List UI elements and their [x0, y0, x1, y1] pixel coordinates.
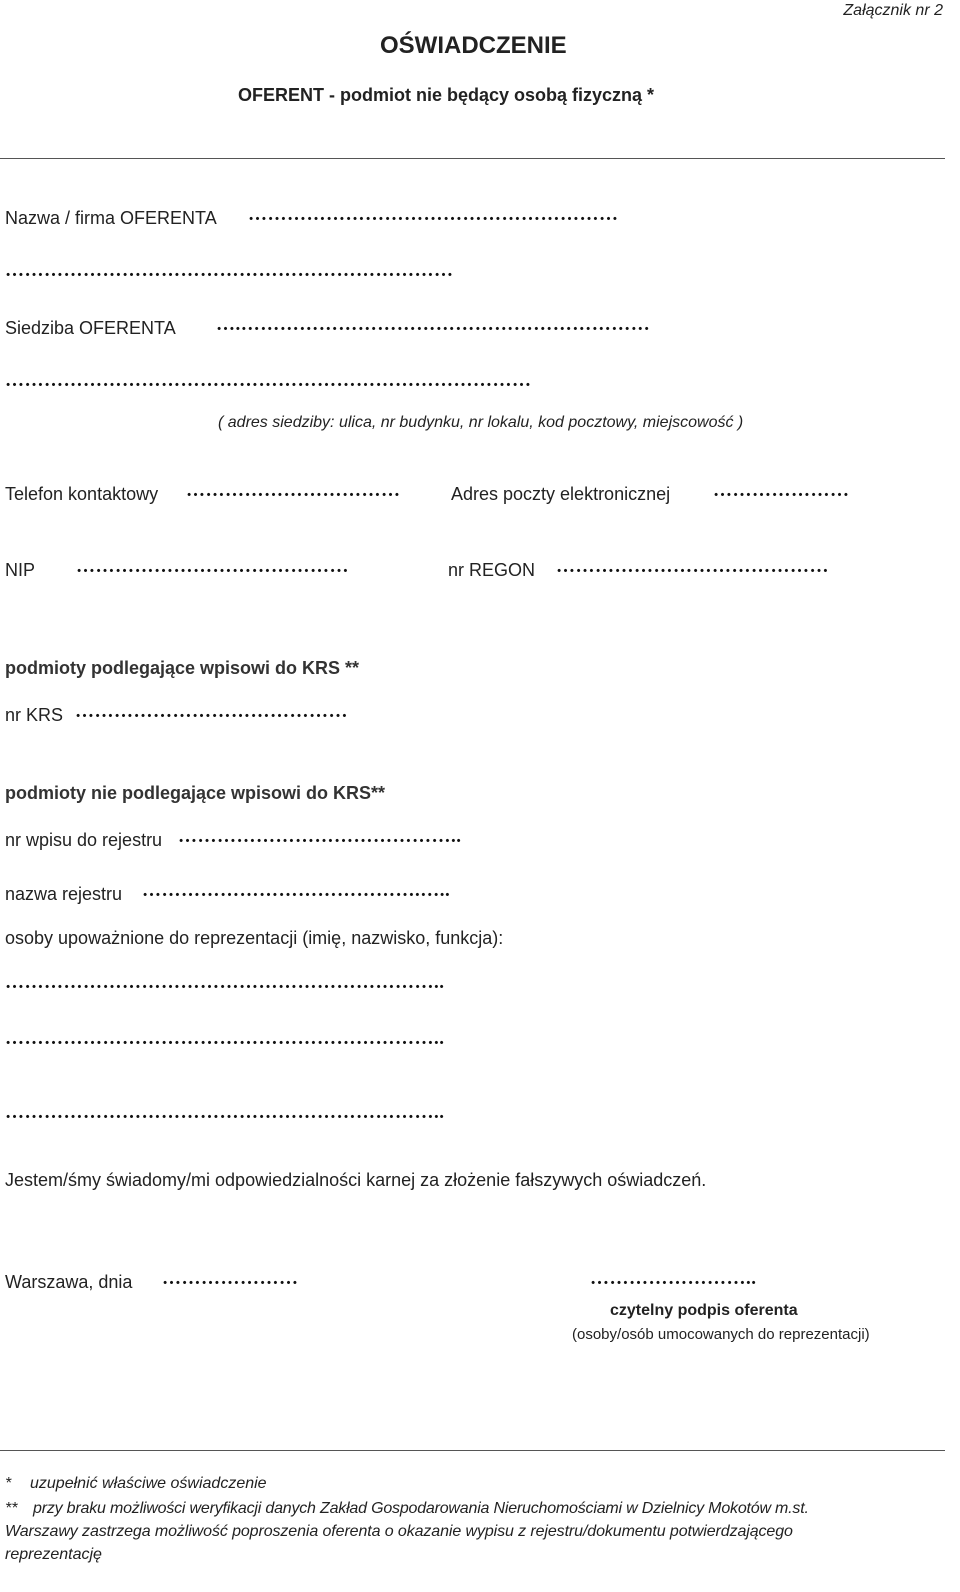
- nip-label: NIP: [5, 560, 36, 580]
- osoby-label: osoby upoważnione do reprezentacji (imię, nazwisko, funkcja):: [5, 928, 504, 948]
- siedziba-field-line-2[interactable]: ………………………………………………………………………: [5, 370, 532, 391]
- footnote-2-cont-1: Warszawy zastrzega możliwość poproszenia oferenta o okazanie wypisu z rejestru/dokumentu potwierdzającego: [5, 1523, 793, 1540]
- document-title: OŚWIADCZENIE: [380, 32, 567, 59]
- regon-label: nr REGON: [448, 560, 536, 580]
- rejestr-nazwa-field[interactable]: …………………………………….…..: [142, 880, 451, 901]
- siedziba-field-line-1[interactable]: ….………………………………………………………: [216, 314, 651, 335]
- email-field[interactable]: …………………: [713, 480, 850, 501]
- nazwa-label: Nazwa / firma OFERENTA: [5, 208, 217, 228]
- place-date-label: Warszawa, dnia: [5, 1272, 133, 1292]
- date-field[interactable]: …………………: [162, 1268, 299, 1289]
- nazwa-field-line-2[interactable]: ……………………………………………………………: [5, 260, 454, 281]
- rejestr-nr-label: nr wpisu do rejestru: [5, 830, 163, 850]
- footnote-2-cont-2: reprezentację: [5, 1546, 102, 1563]
- osoby-field-line-2[interactable]: …………………………………………………………..: [5, 1028, 445, 1049]
- non-krs-heading: podmioty nie podlegające wpisowi do KRS**: [5, 783, 386, 803]
- nip-field[interactable]: ……………………………………: [76, 556, 349, 577]
- osoby-field-line-1[interactable]: …………………………………………………………..: [5, 972, 445, 993]
- footnote-1-marker: *: [5, 1475, 12, 1492]
- krs-nr-label: nr KRS: [5, 705, 64, 725]
- nazwa-field-line-1[interactable]: …………………………………………………: [248, 204, 619, 225]
- footnote-1-text: uzupełnić właściwe oświadczenie: [30, 1475, 267, 1492]
- annex-label: Załącznik nr 2: [843, 2, 943, 19]
- document-subtitle: OFERENT - podmiot nie będący osobą fizyczną *: [238, 85, 655, 105]
- email-label: Adres poczty elektronicznej: [451, 484, 671, 504]
- telefon-field[interactable]: ……………………………: [186, 480, 401, 501]
- telefon-label: Telefon kontaktowy: [5, 484, 159, 504]
- regon-field[interactable]: ……………………………………: [556, 556, 829, 577]
- statement-text: Jestem/śmy świadomy/mi odpowiedzialności karnej za złożenie fałszywych oświadczeń.: [5, 1170, 707, 1190]
- adres-hint: ( adres siedziby: ulica, nr budynku, nr lokalu, kod pocztowy, miejscowość ): [218, 414, 744, 431]
- krs-heading: podmioty podlegające wpisowi do KRS **: [5, 658, 360, 678]
- footnote-2-text: przy braku możliwości weryfikacji danych Zakład Gospodarowania Nieruchomościami w Dzielnicy Mokotów m.st.: [33, 1500, 809, 1517]
- footer-divider: [0, 1450, 945, 1451]
- rejestr-nr-field[interactable]: ……………………………………..: [178, 826, 462, 847]
- signature-label: czytelny podpis oferenta: [610, 1302, 798, 1319]
- rejestr-nazwa-label: nazwa rejestru: [5, 884, 123, 904]
- footnote-2-marker: **: [5, 1500, 18, 1517]
- signature-hint: (osoby/osób umocowanych do reprezentacji): [572, 1326, 870, 1343]
- header-divider: [0, 158, 945, 159]
- osoby-field-line-3[interactable]: …………………………………………………………..: [5, 1102, 445, 1123]
- siedziba-label: Siedziba OFERENTA: [5, 318, 176, 338]
- krs-nr-field[interactable]: ……………………………………: [75, 701, 348, 722]
- signature-field[interactable]: ……………………..: [590, 1268, 757, 1289]
